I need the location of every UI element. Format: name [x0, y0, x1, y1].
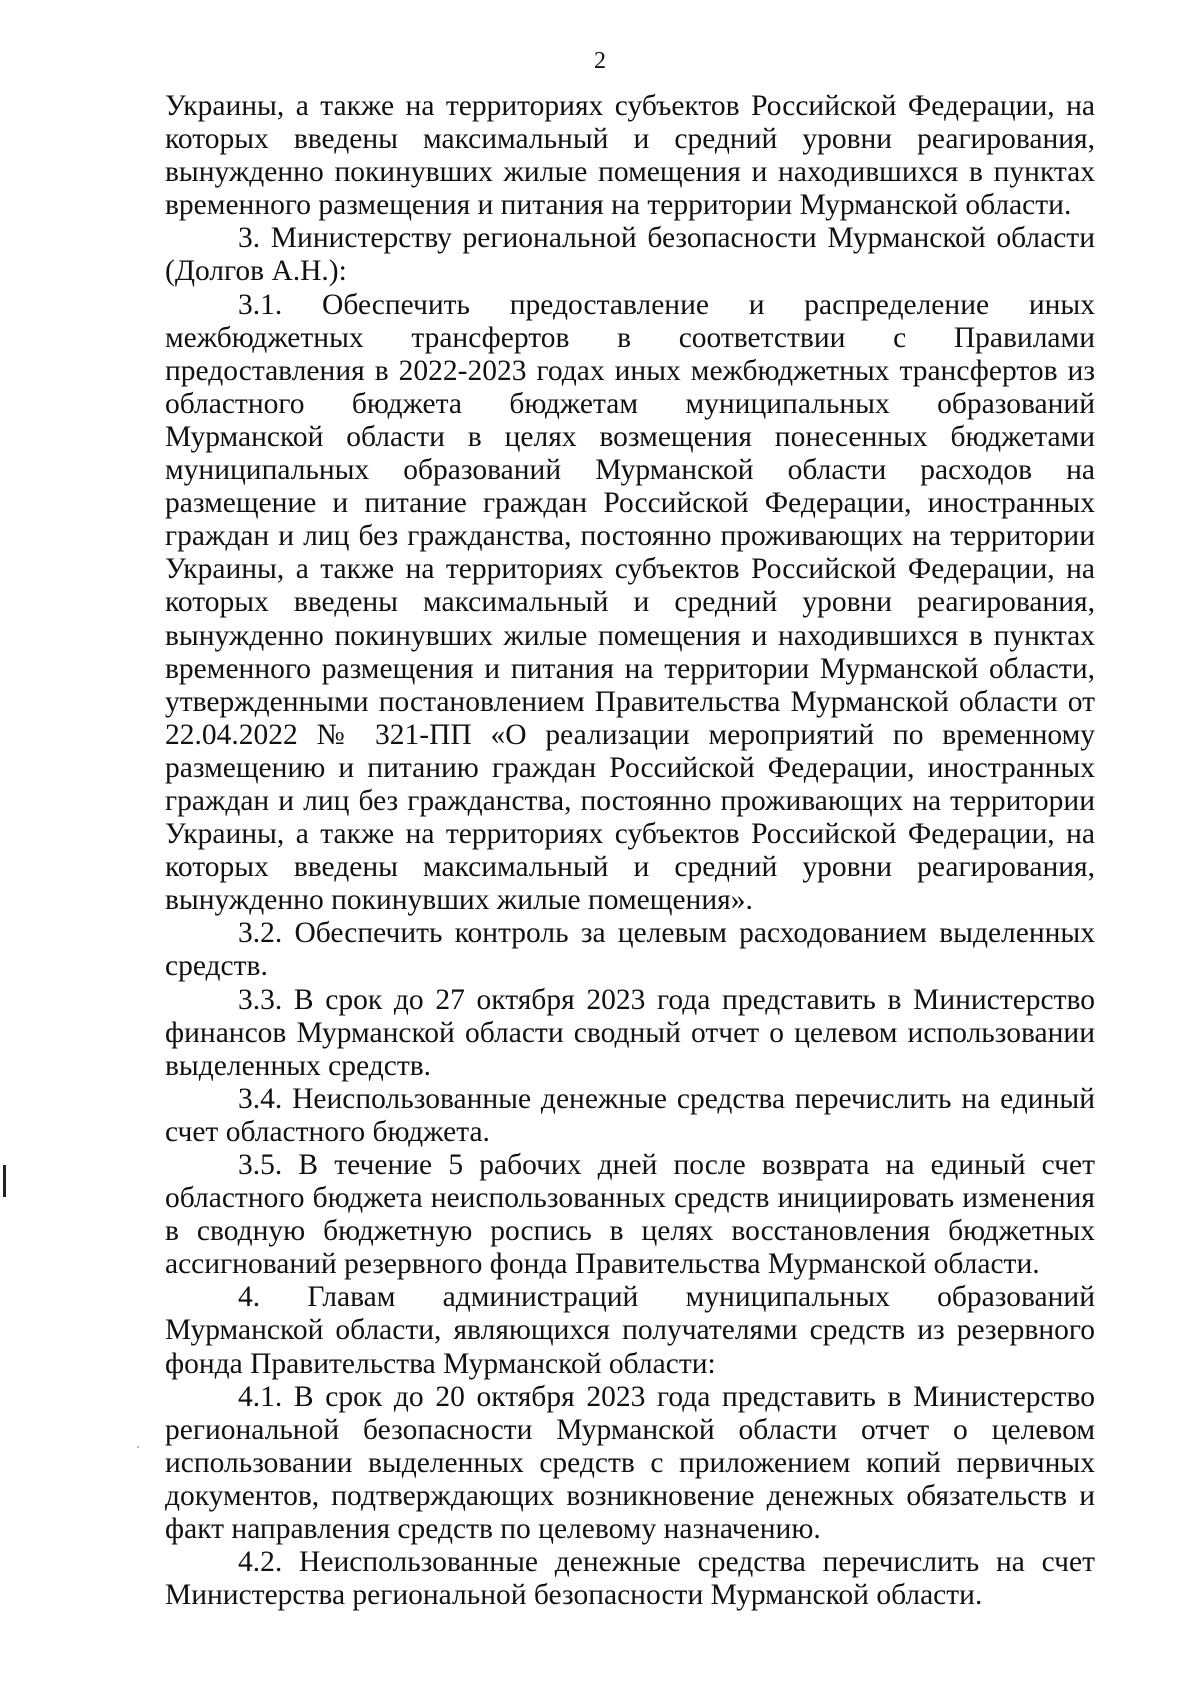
scan-artifact-mark	[3, 1165, 6, 1197]
scan-artifact-dot	[137, 1446, 139, 1448]
paragraph-item-3-5: 3.5. В течение 5 рабочих дней после возврата на единый счет областного бюджета неиспользованных средств инициировать изменения в сводную бюджетную роспись в целях восстановления бюджетных ассигнований резервного фонда Правительства Мурманской области.	[165, 1149, 1095, 1281]
paragraph-item-4-1: 4.1. В срок до 20 октября 2023 года представить в Министерство региональной безопасности Мурманской области отчет о целевом использовании выделенных средств с приложением копий первичных документов, подтверждающих возникновение денежных обязательств и факт направления средств по целевому назначению.	[165, 1380, 1095, 1546]
paragraph-item-4-2: 4.2. Неиспользованные денежные средства перечислить на счет Министерства региональной безопасности Мурманской области.	[165, 1546, 1095, 1612]
paragraph-item-3-4: 3.4. Неиспользованные денежные средства перечислить на единый счет областного бюджета.	[165, 1082, 1095, 1148]
paragraph-item-3-2: 3.2. Обеспечить контроль за целевым расходованием выделенных средств.	[165, 917, 1095, 983]
paragraph-item-3-3: 3.3. В срок до 27 октября 2023 года представить в Министерство финансов Мурманской области сводный отчет о целевом использовании выделенных средств.	[165, 983, 1095, 1082]
paragraph-continuation: Украины, а также на территориях субъектов Российской Федерации, на которых введены максимальный и средний уровни реагирования, вынужденно покинувших жилые помещения и находившихся в пунктах временного размещения и питания на территории Мурманской области.	[165, 90, 1095, 222]
paragraph-item-4: 4. Главам администраций муниципальных образований Мурманской области, являющихся получателями средств из резервного фонда Правительства Мурманской области:	[165, 1281, 1095, 1380]
document-body	[165, 90, 1095, 1612]
paragraph-item-3-1: 3.1. Обеспечить предоставление и распределение иных межбюджетных трансфертов в соответствии с Правилами предоставления в 2022-2023 годах иных межбюджетных трансфертов из областного бюджета бюджетам муниципальных образований Мурманской области в целях возмещения понесенных бюджетами муниципальных образований Мурманской области расходов на размещение и питание граждан Российской Федерации, иностранных граждан и лиц без гражданства, постоянно проживающих на территории Украины, а также на территориях субъектов Российской Федерации, на которых введены максимальный и средний уровни реагирования, вынужденно покинувших жилые помещения и находившихся в пунктах временного размещения и питания на территории Мурманской области, утвержденными постановлением Правительства Мурманской области от 22.04.2022 № 321-ПП «О реализации мероприятий по временному размещению и питанию граждан Российской Федерации, иностранных граждан и лиц без гражданства, постоянно проживающих на территории Украины, а также на территориях субъектов Российской Федерации, на которых введены максимальный и средний уровни реагирования, вынужденно покинувших жилые помещения».	[165, 288, 1095, 917]
page-number: 2	[594, 48, 606, 74]
paragraph-item-3: 3. Министерству региональной безопасности Мурманской области (Долгов А.Н.):	[165, 222, 1095, 288]
